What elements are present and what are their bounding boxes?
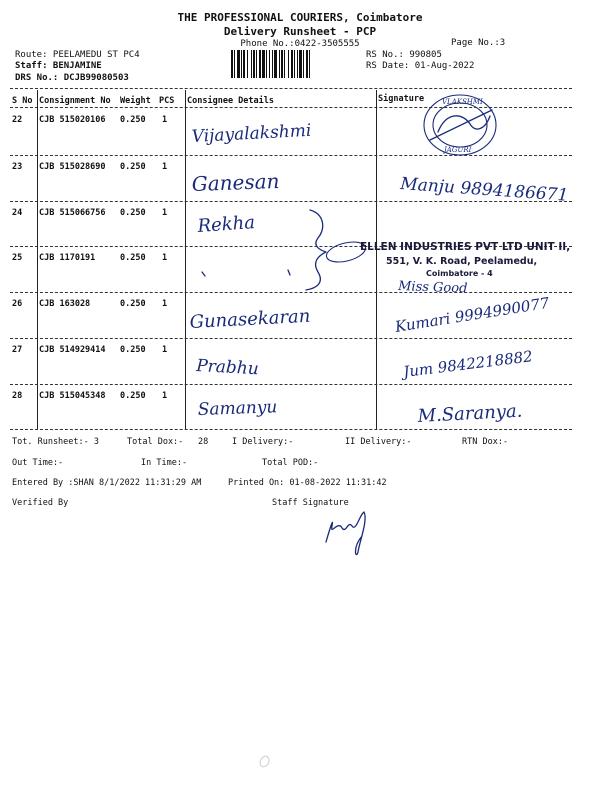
col-sno: S No <box>12 96 33 106</box>
phone-number: Phone No.:0422-3505555 <box>240 39 360 49</box>
handwritten-signature: Miss Good <box>397 279 468 297</box>
total-runsheet: Tot. Runsheet:- 3 <box>12 437 99 447</box>
row-sno: 24 <box>12 208 23 218</box>
row-weight: 0.250 <box>120 208 146 218</box>
row-sno: 26 <box>12 299 23 309</box>
row-sno: 25 <box>12 253 23 263</box>
brace-mark <box>306 210 326 290</box>
route-label: Route: PEELAMEDU ST PC4 <box>15 50 140 60</box>
rtn-dox: RTN Dox:- <box>462 437 509 447</box>
faint-mark <box>260 756 269 767</box>
staff-label: Staff: BENJAMINE <box>15 61 102 71</box>
handwritten-signature: Jum 9842218882 <box>402 347 534 381</box>
round-stamp <box>424 95 496 155</box>
handwritten-consignee: Vijayalakshmi <box>191 120 312 147</box>
row-consignment: CJB 1170191 <box>39 253 96 263</box>
out-time: Out Time:- <box>12 458 64 468</box>
total-dox-value: 28 <box>198 437 209 447</box>
stamp-top-text: VLAKSHMI <box>442 98 483 106</box>
row-weight: 0.250 <box>120 253 146 263</box>
stamp-line-1: ELLEN INDUSTRIES PVT LTD UNIT II, <box>360 241 571 253</box>
row-pcs: 1 <box>162 391 168 401</box>
verified-by: Verified By <box>12 498 69 508</box>
drs-number: DRS No.: DCJB99080503 <box>15 73 129 83</box>
row-weight: 0.250 <box>120 115 146 125</box>
document-title: Delivery Runsheet - PCP <box>223 25 377 38</box>
handwritten-signature: M.Saranya. <box>417 400 523 427</box>
stamp-line-3: Coimbatore - 4 <box>426 269 493 278</box>
in-time: In Time:- <box>141 458 188 468</box>
printed-on: Printed On: 01-08-2022 11:31:42 <box>228 478 387 488</box>
col-weight: Weight <box>120 96 151 106</box>
row-consignment: CJB 515020106 <box>39 115 106 125</box>
hand-tick-marks <box>202 270 290 276</box>
handwritten-consignee: Rekha <box>196 212 256 237</box>
row-sno: 28 <box>12 391 23 401</box>
row-pcs: 1 <box>162 299 168 309</box>
handwritten-signature: Manju 9894186671 <box>399 174 569 206</box>
stamp-line-2: 551, V. K. Road, Peelamedu, <box>386 256 538 267</box>
total-pod: Total POD:- <box>262 458 319 468</box>
rs-date: RS Date: 01-Aug-2022 <box>366 61 475 71</box>
row-sno: 27 <box>12 345 23 355</box>
row-consignment: CJB 163028 <box>39 299 91 309</box>
col-consignee: Consignee Details <box>187 96 274 106</box>
col-pcs: PCS <box>159 96 175 106</box>
company-stamp <box>324 238 570 278</box>
company-name: THE PROFESSIONAL COURIERS, Coimbatore <box>177 11 423 24</box>
col-signature: Signature <box>378 94 425 104</box>
staff-signature-label: Staff Signature <box>272 498 349 508</box>
row-sno: 23 <box>12 162 23 172</box>
entered-by: Entered By :SHAN 8/1/2022 11:31:29 AM <box>12 478 202 488</box>
handwritten-consignee: Ganesan <box>191 168 280 196</box>
row-pcs: 1 <box>162 115 168 125</box>
staff-signature-mark <box>326 512 365 555</box>
row-consignment: CJB 514929414 <box>39 345 106 355</box>
stamp-bottom-text: JAGURI <box>444 146 472 154</box>
handwritten-consignee: Gunasekaran <box>189 305 311 333</box>
handwritten-consignee: Samanyu <box>197 397 278 420</box>
i-delivery: I Delivery:- <box>232 437 294 447</box>
row-consignment: CJB 515066756 <box>39 208 106 218</box>
row-weight: 0.250 <box>120 299 146 309</box>
rs-number: RS No.: 990805 <box>366 50 442 60</box>
row-consignment: CJB 515045348 <box>39 391 106 401</box>
handwritten-signature: Kumari 9994990077 <box>393 293 551 336</box>
handwritten-consignee: Prabhu <box>195 356 260 380</box>
col-consignment: Consignment No <box>39 96 111 106</box>
row-pcs: 1 <box>162 208 168 218</box>
row-sno: 22 <box>12 115 23 125</box>
row-pcs: 1 <box>162 253 168 263</box>
row-weight: 0.250 <box>120 391 146 401</box>
ii-delivery: II Delivery:- <box>345 437 412 447</box>
row-pcs: 1 <box>162 162 168 172</box>
row-consignment: CJB 515028690 <box>39 162 106 172</box>
row-pcs: 1 <box>162 345 168 355</box>
row-weight: 0.250 <box>120 345 146 355</box>
page-number: Page No.:3 <box>451 38 506 48</box>
total-dox-label: Total Dox:- <box>127 437 184 447</box>
row-weight: 0.250 <box>120 162 146 172</box>
